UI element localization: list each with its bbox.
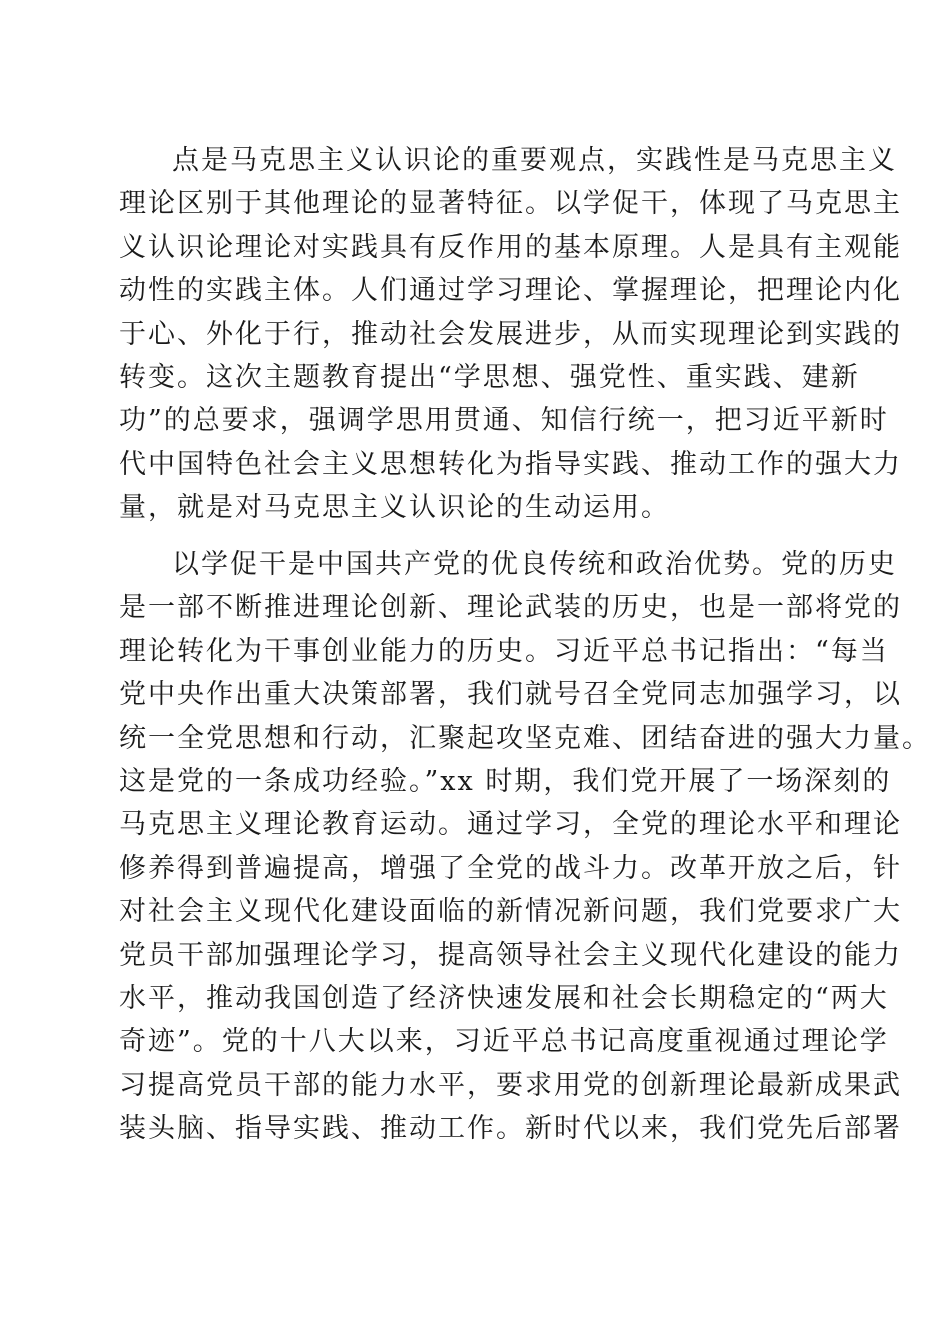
paragraph-line: 奇迹”。党的十八大以来，习近平总书记高度重视通过理论学 [119, 1026, 889, 1058]
paragraph-line: 这是党的一条成功经验。”xx 时期，我们党开展了一场深刻的 [119, 765, 892, 797]
paragraph-line: 转变。这次主题教育提出“学思想、强党性、重实践、建新 [119, 361, 860, 393]
paragraph-line: 义认识论理论对实践具有反作用的基本原理。人是具有主观能 [119, 231, 902, 263]
paragraph-line: 水平，推动我国创造了经济快速发展和社会长期稳定的“两大 [119, 982, 889, 1014]
paragraph-line: 点是马克思主义认识论的重要观点，实践性是马克思主义 [172, 145, 897, 176]
paragraph-line: 统一全党思想和行动，汇聚起攻坚克难、团结奋进的强大力量。 [119, 722, 931, 754]
paragraph-line: 对社会主义现代化建设面临的新情况新问题，我们党要求广大 [119, 896, 902, 928]
paragraph-line: 党员干部加强理论学习，提高领导社会主义现代化建设的能力 [119, 939, 902, 971]
paragraph-line: 代中国特色社会主义思想转化为指导实践、推动工作的强大力 [119, 448, 902, 480]
paragraph-line: 是一部不断推进理论创新、理论武装的历史，也是一部将党的 [119, 592, 902, 624]
paragraph-line: 修养得到普遍提高，增强了全党的战斗力。改革开放之后，针 [119, 852, 902, 884]
paragraph-line: 马克思主义理论教育运动。通过学习，全党的理论水平和理论 [119, 809, 902, 841]
paragraph-line: 理论转化为干事创业能力的历史。习近平总书记指出：“每当 [119, 635, 889, 667]
paragraph-line: 动性的实践主体。人们通过学习理论、掌握理论，把理论内化 [119, 275, 902, 307]
paragraph-line-last: 量，就是对马克思主义认识论的生动运用。 [119, 492, 670, 524]
paragraph-line: 习提高党员干部的能力水平，要求用党的创新理论最新成果武 [119, 1069, 902, 1101]
paragraph-1 [119, 139, 902, 530]
paragraph-line: 功”的总要求，强调学思用贯通、知信行统一，把习近平新时 [119, 405, 889, 437]
paragraph-line: 于心、外化于行，推动社会发展进步，从而实现理论到实践的 [119, 318, 902, 350]
paragraph-line: 理论区别于其他理论的显著特征。以学促干，体现了马克思主 [119, 188, 902, 220]
paragraph-2 [119, 543, 931, 1150]
paragraph-line: 以学促干是中国共产党的优良传统和政治优势。党的历史 [172, 549, 897, 580]
paragraph-line: 装头脑、指导实践、推动工作。新时代以来，我们党先后部署 [119, 1113, 902, 1145]
paragraph-line: 党中央作出重大决策部署，我们就号召全党同志加强学习，以 [119, 679, 902, 711]
